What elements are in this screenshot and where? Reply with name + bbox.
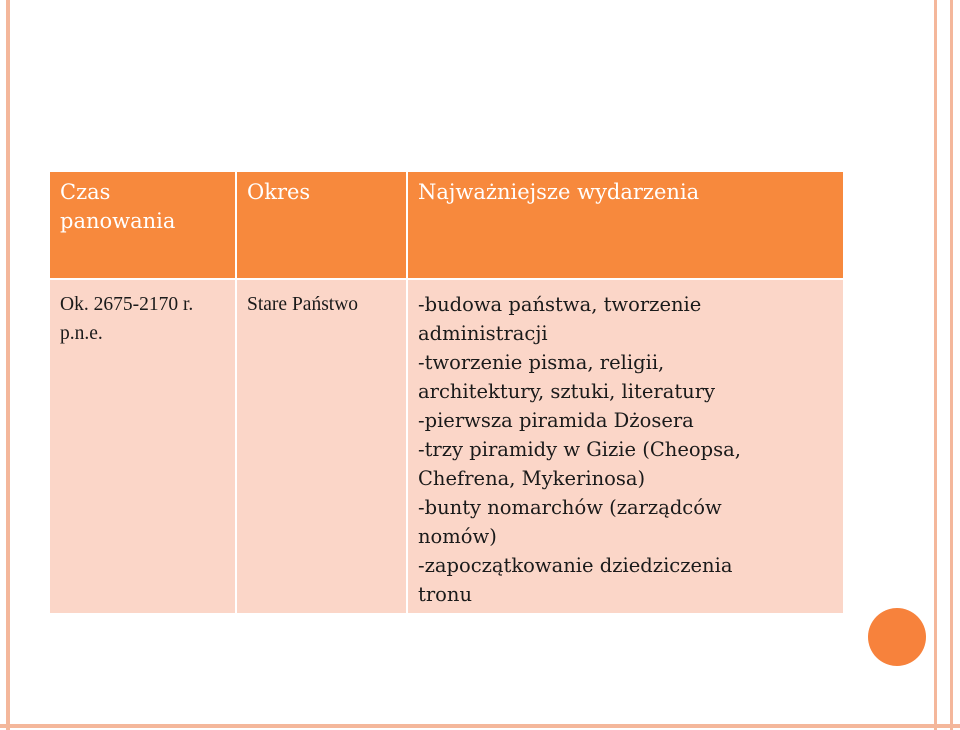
event-line: -budowa państwa, tworzenie xyxy=(418,293,702,316)
event-line: -zapoczątkowanie dziedziczenia xyxy=(418,554,733,577)
slide-frame-right-stripe xyxy=(934,0,937,730)
event-line: -tworzenie pisma, religii, xyxy=(418,351,665,374)
decorative-circle xyxy=(868,608,926,666)
event-line: Chefrena, Mykerinosa) xyxy=(418,467,646,490)
header-okres: Okres xyxy=(236,171,407,279)
event-line: -pierwsza piramida Dżosera xyxy=(418,409,694,432)
event-line: architektury, sztuki, literatury xyxy=(418,380,716,403)
event-line: nomów) xyxy=(418,525,497,548)
cell-wydarzenia xyxy=(407,279,844,614)
table-header-row xyxy=(49,171,844,279)
event-line: -trzy piramidy w Gizie (Cheopsa, xyxy=(418,438,741,461)
table-row xyxy=(49,279,844,614)
slide-frame-right-stripe-outer xyxy=(950,0,953,730)
slide-frame-left-stripe xyxy=(6,0,10,730)
events-table xyxy=(48,170,845,615)
cell-okres: Stare Państwo xyxy=(236,279,407,614)
header-najwazniejsze-wydarzenia: Najważniejsze wydarzenia xyxy=(407,171,844,279)
cell-czas-panowania: Ok. 2675-2170 r. p.n.e. xyxy=(49,279,236,614)
event-line: administracji xyxy=(418,322,548,345)
slide-frame-bottom-stripe xyxy=(0,724,960,728)
event-line: -bunty nomarchów (zarządców xyxy=(418,496,722,519)
header-czas-panowania: Czas panowania xyxy=(49,171,236,279)
event-line: tronu xyxy=(418,583,473,606)
